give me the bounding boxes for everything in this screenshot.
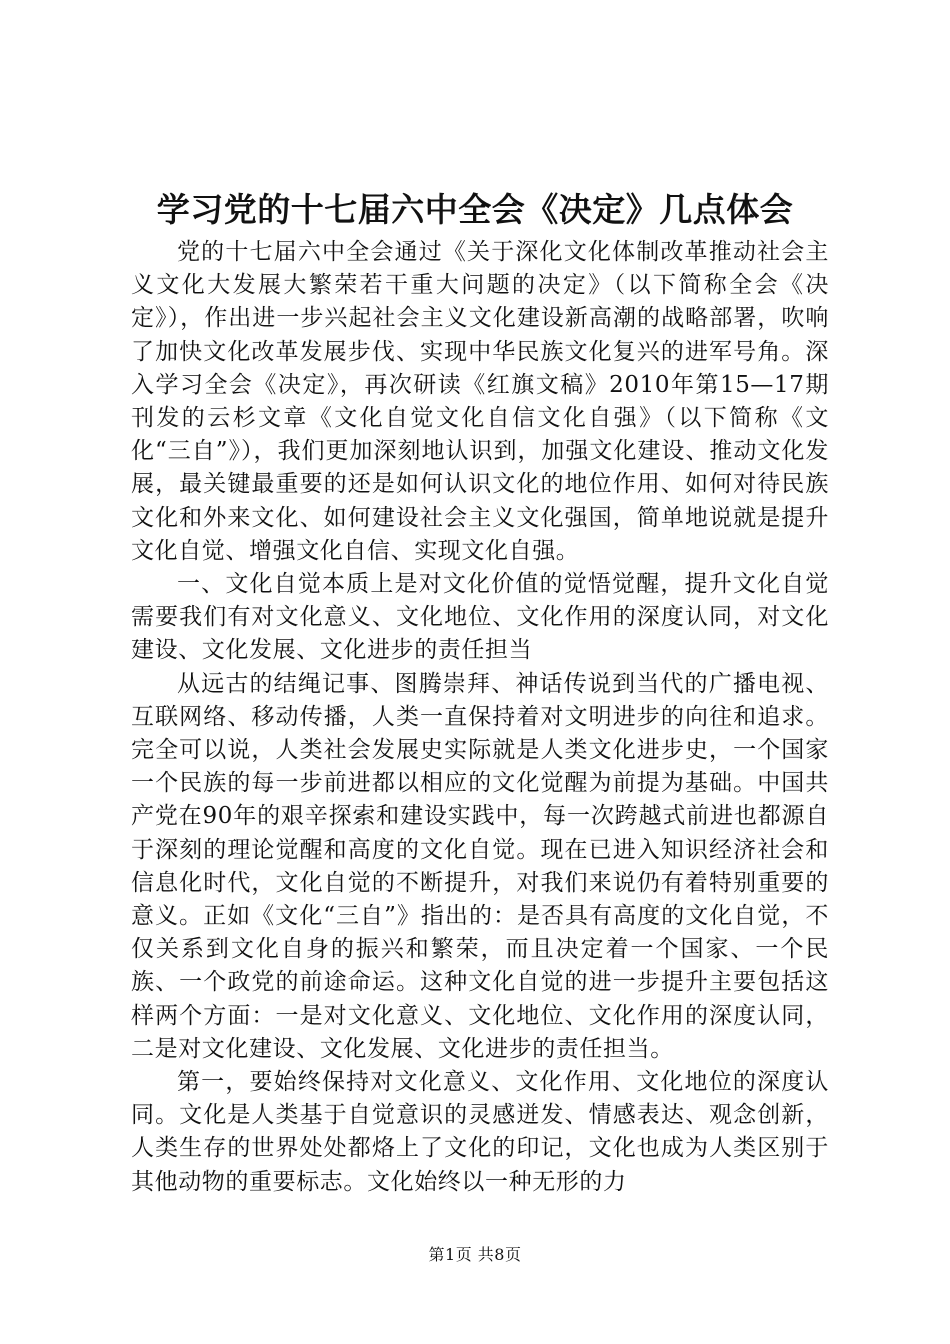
page-number-footer: 第1页 共8页 [428,1245,522,1264]
document-title: 学习党的十七届六中全会《决定》几点体会 [156,190,794,229]
paragraph-first-point: 第一，要始终保持对文化意义、文化作用、文化地位的深度认同。文化是人类基于自觉意识的灵感迸发、情感表达、观念创新，人类生存的世界处处都烙上了文化的印记，文化也成为人类区别于其他动物的重要标志。文化始终以一种无形的力 [131,1069,829,1195]
paragraph-intro: 党的十七届六中全会通过《关于深化文化体制改革推动社会主义文化大发展大繁荣若干重大问题的决定》（以下简称全会《决定》），作出进一步兴起社会主义文化建设新高潮的战略部署，吹响了加快文化改革发展步伐、实现中华民族文化复兴的进军号角。深入学习全会《决定》，再次研读《红旗文稿》2010年第15—17期刊发的云杉文章《文化自觉文化自信文化自强》（以下简称《文化“三自”》），我们更加深刻地认识到，加强文化建设、推动文化发展，最关键最重要的还是如何认识文化的地位作用、如何对待民族文化和外来文化、如何建设社会主义文化强国，简单地说就是提升文化自觉、增强文化自信、实现文化自强。 [131,239,829,564]
paragraph-section-heading-1: 一、文化自觉本质上是对文化价值的觉悟觉醒，提升文化自觉需要我们有对文化意义、文化地位、文化作用的深度认同，对文化建设、文化发展、文化进步的责任担当 [131,571,829,664]
document-body [131,236,829,1199]
paragraph-history: 从远古的结绳记事、图腾崇拜、神话传说到当代的广播电视、互联网络、移动传播，人类一直保持着对文明进步的向往和追求。完全可以说，人类社会发展史实际就是人类文化进步史，一个国家一个民族的每一步前进都以相应的文化觉醒为前提为基础。中国共产党在90年的艰辛探索和建设实践中，每一次跨越式前进也都源自于深刻的理论觉醒和高度的文化自觉。现在已进入知识经济社会和信息化时代，文化自觉的不断提升，对我们来说仍有着特别重要的意义。正如《文化“三自”》指出的：是否具有高度的文化自觉，不仅关系到文化自身的振兴和繁荣，而且决定着一个国家、一个民族、一个政党的前途命运。这种文化自觉的进一步提升主要包括这样两个方面：一是对文化意义、文化地位、文化作用的深度认同，二是对文化建设、文化发展、文化进步的责任担当。 [131,670,829,1062]
